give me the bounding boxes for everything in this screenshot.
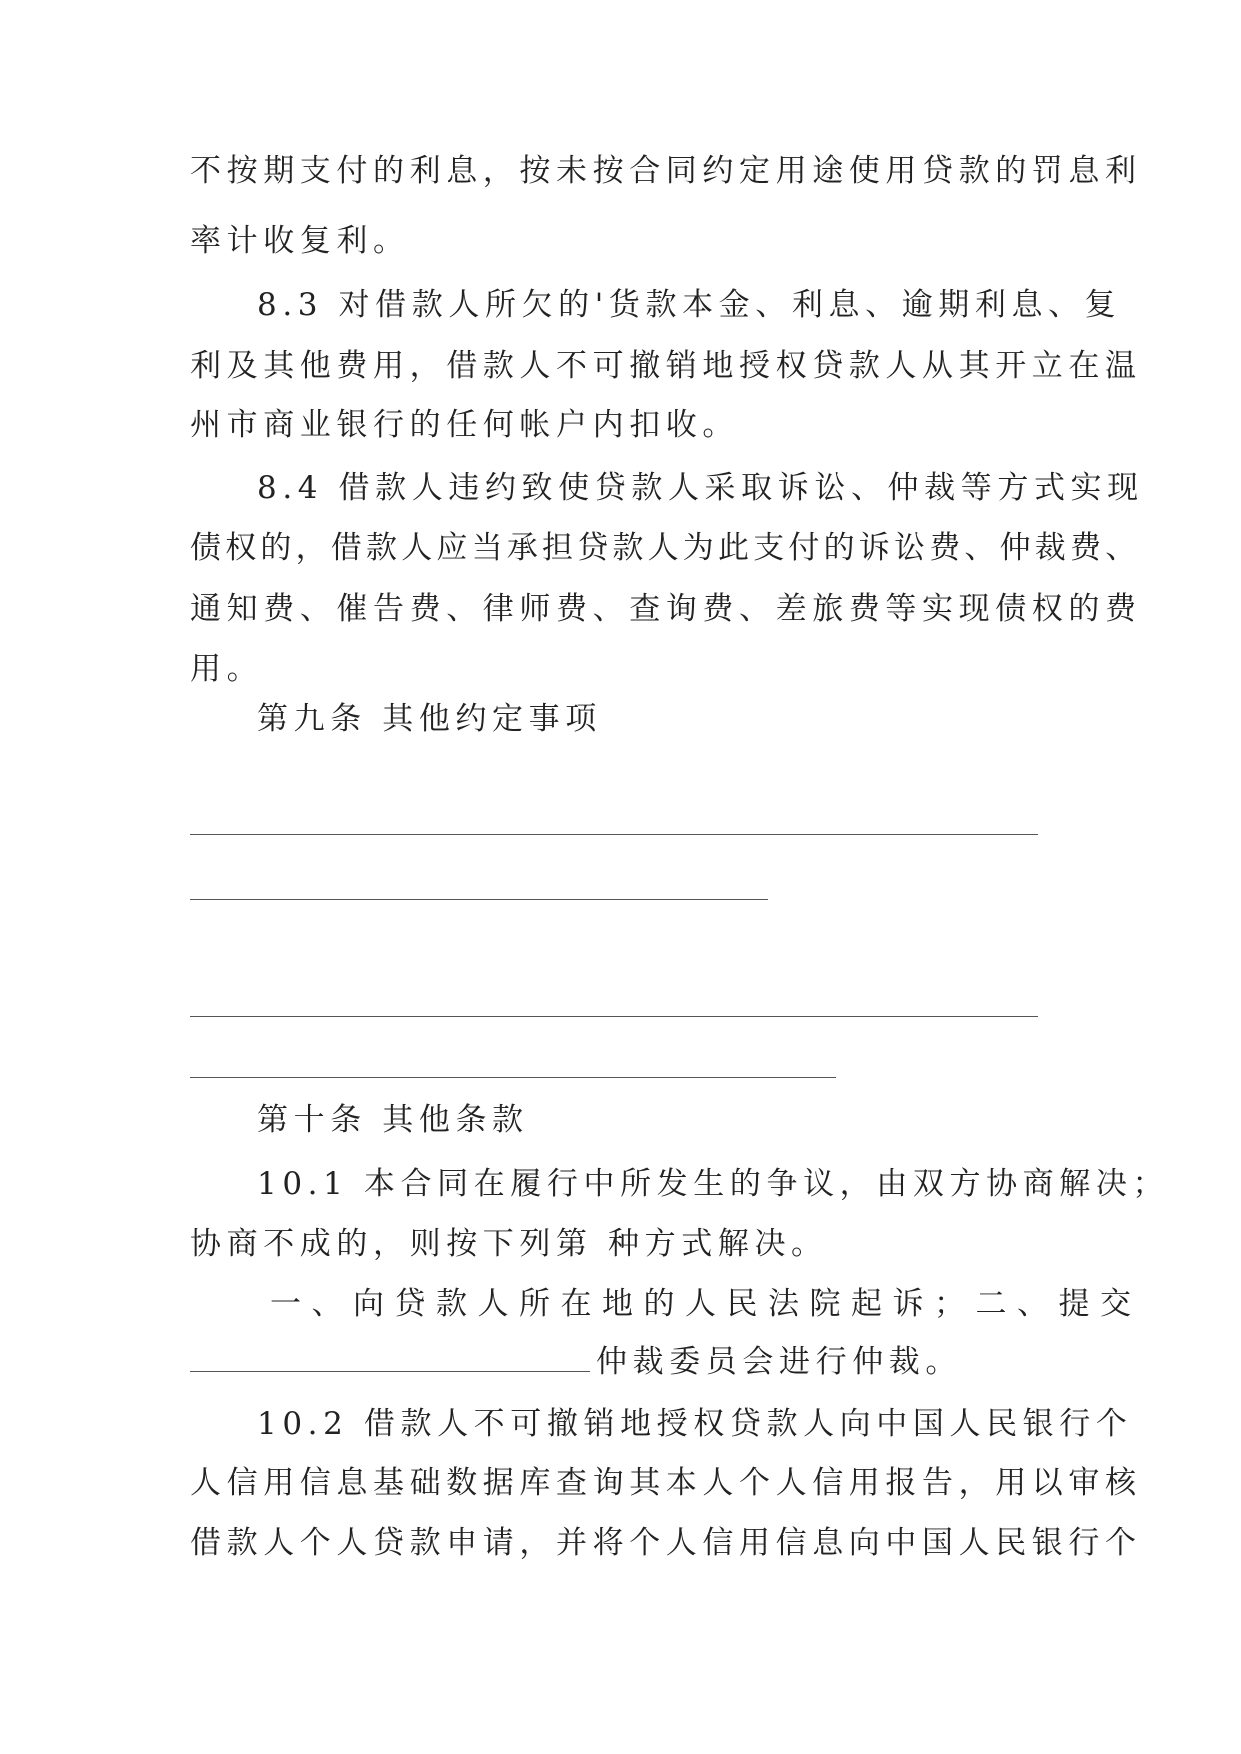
clause-8-4-line: 8.4 借款人违约致使贷款人采取诉讼、仲裁等方式实现 [257,470,1144,506]
paragraph-line: 州市商业银行的任何帐户内扣收。 [190,407,739,443]
paragraph-line: 率计收复利。 [190,223,410,259]
paragraph-line: 借款人个人贷款申请，并将个人信用信息向中国人民银行个 [190,1525,1142,1561]
arbitration-line [190,1342,962,1382]
arbitration-text: 仲裁委员会进行仲裁。 [596,1344,962,1380]
paragraph-line: 不按期支付的利息，按未按合同约定用途使用贷款的罚息利 [190,153,1142,189]
fill-in-blank-line [190,834,1038,835]
article-10-heading: 第十条 其他条款 [257,1102,529,1138]
paragraph-line: 用。 [190,651,264,687]
fill-in-blank-line [190,1016,1038,1017]
arbitration-commission-blank [190,1345,590,1372]
paragraph-line: 人信用信息基础数据库查询其本人个人信用报告，用以审核 [190,1465,1142,1501]
fill-in-blank-line [190,899,768,900]
fill-in-blank-line [190,1077,836,1078]
article-9-heading: 第九条 其他约定事项 [257,701,602,737]
paragraph-line: 协商不成的，则按下列第 种方式解决。 [190,1226,828,1262]
clause-10-2-line: 10.2 借款人不可撤销地授权贷款人向中国人民银行个 [257,1406,1133,1442]
clause-8-3-line: 8.3 对借款人所欠的'货款本金、利息、逾期利息、复 [257,287,1122,323]
paragraph-line: 利及其他费用，借款人不可撤销地授权贷款人从其开立在温 [190,348,1142,384]
clause-10-1-line: 10.1 本合同在履行中所发生的争议，由双方协商解决； [257,1166,1170,1202]
paragraph-line: 通知费、催告费、律师费、查询费、差旅费等实现债权的费 [190,591,1142,627]
paragraph-line: 债权的，借款人应当承担贷款人为此支付的诉讼费、仲裁费、 [190,530,1141,566]
dispute-options-line: 一、向贷款人所在地的人民法院起诉；二、提交 [270,1286,1142,1322]
